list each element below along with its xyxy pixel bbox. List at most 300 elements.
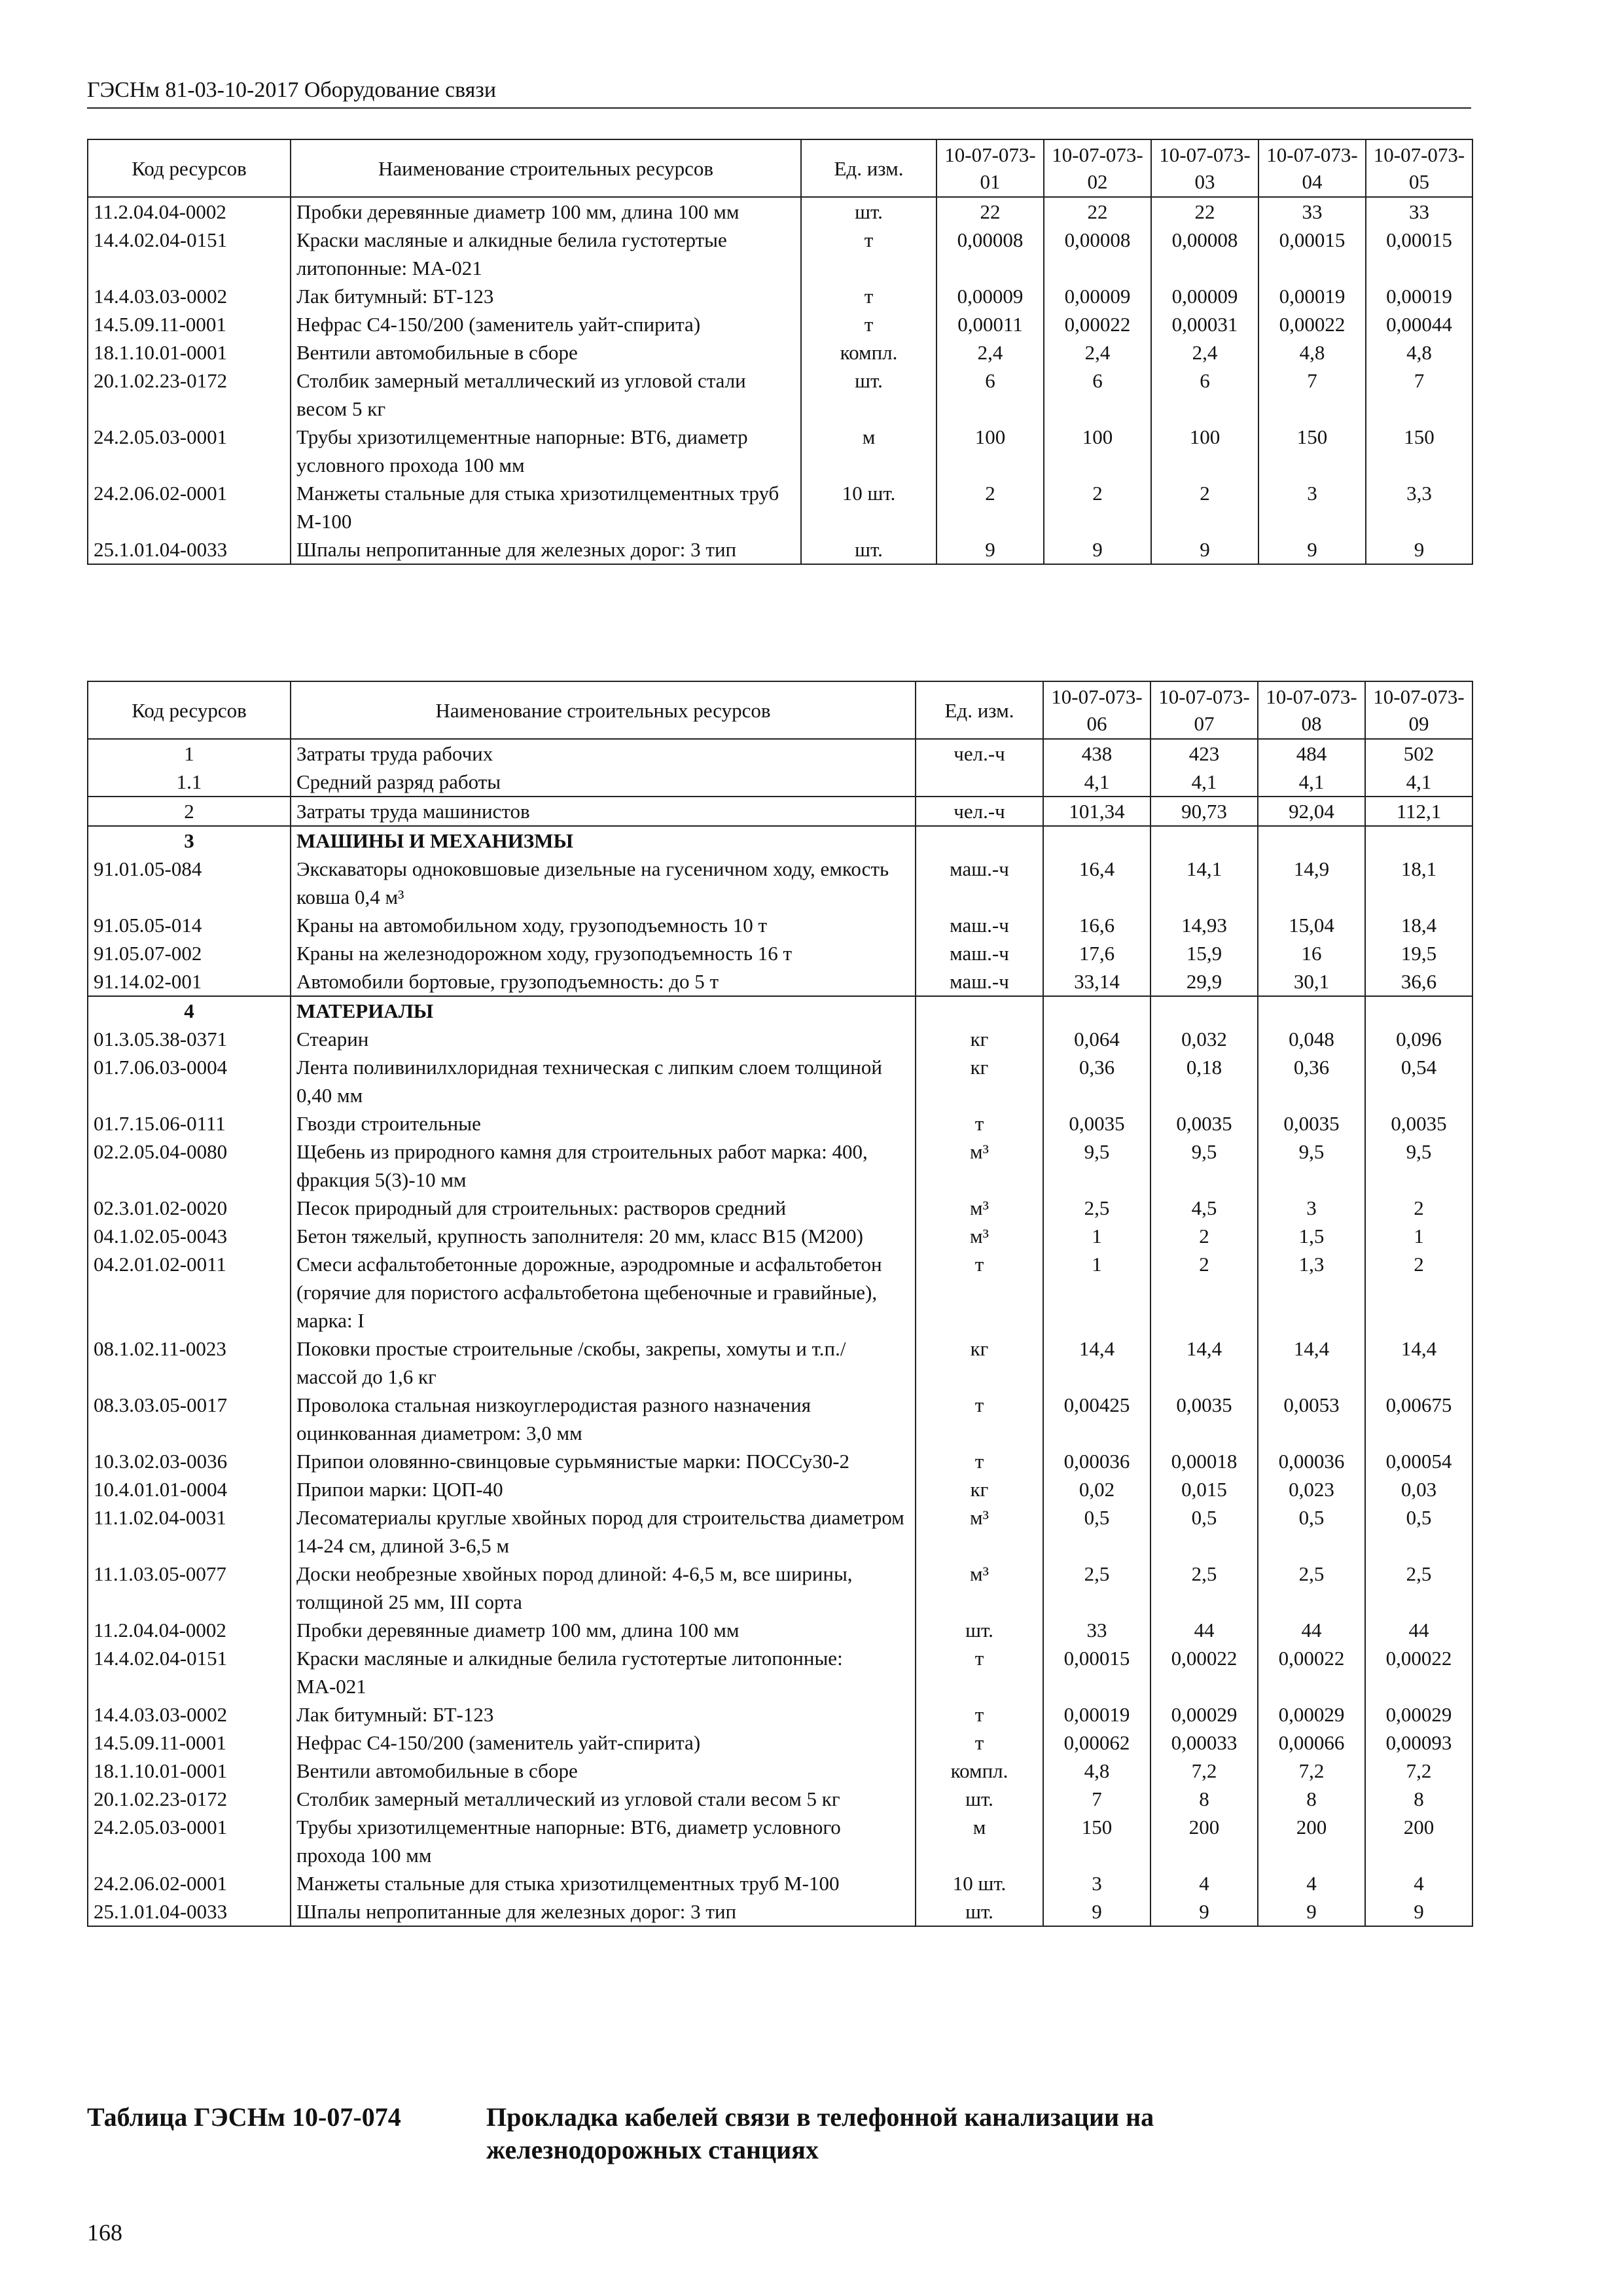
value-cell: 17,6 (1043, 939, 1150, 967)
column-header: Ед. изм. (801, 139, 936, 197)
value-cell: 0,0035 (1258, 1109, 1365, 1138)
resources-table-1 (87, 139, 1473, 565)
caption-title: Прокладка кабелей связи в телефонной канализации на железнодорожных станциях (486, 2102, 1154, 2164)
value-cell: 4,1 (1150, 768, 1258, 797)
table-row (88, 939, 1472, 967)
table-row (88, 282, 1472, 310)
value-cell: 7,2 (1258, 1757, 1365, 1785)
resource-code: 01.3.05.38-0371 (88, 1025, 291, 1053)
value-cell: 8 (1150, 1785, 1258, 1813)
value-cell: 7,2 (1150, 1757, 1258, 1785)
value-cell: 14,1 (1150, 855, 1258, 911)
unit: м (916, 1813, 1043, 1869)
resource-name: Доски необрезные хвойных пород длиной: 4-6,5 м, все ширины, толщиной 25 мм, III сорта (291, 1560, 916, 1616)
value-cell: 7 (1258, 367, 1366, 423)
resource-code: 02.2.05.04-0080 (88, 1138, 291, 1194)
page-header: ГЭСНм 81-03-10-2017 Оборудование связи (87, 77, 1471, 109)
resource-name: МАШИНЫ И МЕХАНИЗМЫ (291, 826, 916, 855)
column-header: 10-07-073-09 (1365, 681, 1472, 739)
table-row (88, 797, 1472, 826)
value-cell: 2,5 (1258, 1560, 1365, 1616)
table-header-row (88, 139, 1472, 197)
value-cell: 0,00029 (1258, 1700, 1365, 1729)
value-cell: 0,00018 (1150, 1447, 1258, 1475)
resource-code: 14.5.09.11-0001 (88, 1729, 291, 1757)
value-cell: 0,03 (1365, 1475, 1472, 1503)
resource-code: 14.4.03.03-0002 (88, 282, 291, 310)
value-cell: 0,023 (1258, 1475, 1365, 1503)
resource-code: 3 (88, 826, 291, 855)
value-cell: 0,00022 (1258, 1644, 1365, 1700)
value-cell: 22 (1044, 197, 1151, 226)
table-row (88, 1447, 1472, 1475)
column-header: 10-07-073-04 (1258, 139, 1366, 197)
unit: т (801, 310, 936, 338)
value-cell: 1,3 (1258, 1250, 1365, 1335)
unit: компл. (916, 1757, 1043, 1785)
value-cell: 1,5 (1258, 1222, 1365, 1250)
value-cell: 3,3 (1366, 479, 1472, 535)
value-cell: 2,5 (1150, 1560, 1258, 1616)
value-cell: 7 (1366, 367, 1472, 423)
unit: м³ (916, 1138, 1043, 1194)
unit: шт. (916, 1897, 1043, 1926)
table-row (88, 1025, 1472, 1053)
value-cell: 0,032 (1150, 1025, 1258, 1053)
value-cell: 0,0053 (1258, 1391, 1365, 1447)
resource-code: 91.05.05-014 (88, 911, 291, 939)
resource-code: 11.2.04.04-0002 (88, 197, 291, 226)
table-header-row (88, 681, 1472, 739)
table-row (88, 1785, 1472, 1813)
column-header: 10-07-073-07 (1150, 681, 1258, 739)
resource-name: Стеарин (291, 1025, 916, 1053)
value-cell (1258, 996, 1365, 1025)
resource-name: Затраты труда рабочих (291, 739, 916, 768)
value-cell: 2 (936, 479, 1044, 535)
unit (916, 996, 1043, 1025)
resource-name: Трубы хризотилцементные напорные: ВТ6, диаметр условного прохода 100 мм (291, 423, 801, 479)
resource-name: Шпалы непропитанные для железных дорог: 3 тип (291, 535, 801, 564)
resource-code: 18.1.10.01-0001 (88, 338, 291, 367)
resource-name: Столбик замерный металлический из угловой стали весом 5 кг (291, 1785, 916, 1813)
table-row (88, 1475, 1472, 1503)
resource-name: Нефрас С4-150/200 (заменитель уайт-спирита) (291, 310, 801, 338)
table-row (88, 1053, 1472, 1109)
value-cell: 0,00022 (1258, 310, 1366, 338)
value-cell (1258, 826, 1365, 855)
value-cell: 16 (1258, 939, 1365, 967)
resource-code: 14.5.09.11-0001 (88, 310, 291, 338)
resource-name: Пробки деревянные диаметр 100 мм, длина 100 мм (291, 1616, 916, 1644)
unit: т (801, 282, 936, 310)
value-cell: 0,0035 (1150, 1109, 1258, 1138)
value-cell: 0,5 (1258, 1503, 1365, 1560)
value-cell: 150 (1258, 423, 1366, 479)
value-cell: 0,048 (1258, 1025, 1365, 1053)
value-cell: 0,064 (1043, 1025, 1150, 1053)
table-row (88, 1560, 1472, 1616)
value-cell: 0,00008 (1044, 226, 1151, 282)
unit: кг (916, 1475, 1043, 1503)
resource-name: Столбик замерный металлический из угловой стали весом 5 кг (291, 367, 801, 423)
value-cell: 2 (1044, 479, 1151, 535)
value-cell (1043, 826, 1150, 855)
value-cell: 29,9 (1150, 967, 1258, 996)
value-cell: 200 (1258, 1813, 1365, 1869)
value-cell (1365, 826, 1472, 855)
unit: кг (916, 1025, 1043, 1053)
table-row (88, 1335, 1472, 1391)
value-cell: 33 (1258, 197, 1366, 226)
table-row (88, 1813, 1472, 1869)
value-cell: 2,4 (936, 338, 1044, 367)
value-cell: 0,00675 (1365, 1391, 1472, 1447)
unit: т (916, 1109, 1043, 1138)
resource-name: Средний разряд работы (291, 768, 916, 797)
value-cell: 150 (1366, 423, 1472, 479)
value-cell: 200 (1365, 1813, 1472, 1869)
value-cell: 4,1 (1258, 768, 1365, 797)
column-header: Наименование строительных ресурсов (291, 681, 916, 739)
value-cell (1150, 826, 1258, 855)
value-cell: 4,8 (1366, 338, 1472, 367)
value-cell: 2 (1150, 1222, 1258, 1250)
value-cell: 0,00009 (1044, 282, 1151, 310)
resource-name: Манжеты стальные для стыка хризотилцементных труб М-100 (291, 1869, 916, 1897)
column-header: 10-07-073-05 (1366, 139, 1472, 197)
table-row (88, 1222, 1472, 1250)
value-cell: 92,04 (1258, 797, 1365, 826)
unit: 10 шт. (916, 1869, 1043, 1897)
table-row (88, 1700, 1472, 1729)
page-number: 168 (87, 2219, 122, 2246)
table-row (88, 739, 1472, 768)
value-cell: 2,5 (1043, 1194, 1150, 1222)
value-cell: 9,5 (1258, 1138, 1365, 1194)
value-cell: 2,5 (1043, 1560, 1150, 1616)
unit: маш.-ч (916, 855, 1043, 911)
value-cell: 8 (1365, 1785, 1472, 1813)
value-cell: 6 (1151, 367, 1258, 423)
value-cell: 3 (1043, 1869, 1150, 1897)
value-cell: 4 (1258, 1869, 1365, 1897)
value-cell: 0,00009 (936, 282, 1044, 310)
unit: кг (916, 1053, 1043, 1109)
column-header: 10-07-073-01 (936, 139, 1044, 197)
value-cell: 14,9 (1258, 855, 1365, 911)
value-cell: 0,00022 (1150, 1644, 1258, 1700)
unit: шт. (801, 367, 936, 423)
value-cell: 0,00066 (1258, 1729, 1365, 1757)
value-cell: 0,00022 (1365, 1644, 1472, 1700)
resource-name: Вентили автомобильные в сборе (291, 338, 801, 367)
resource-code: 91.14.02-001 (88, 967, 291, 996)
value-cell: 9 (1365, 1897, 1472, 1926)
value-cell: 7,2 (1365, 1757, 1472, 1785)
table-row (88, 1729, 1472, 1757)
resource-name: Гвозди строительные (291, 1109, 916, 1138)
value-cell: 0,36 (1258, 1053, 1365, 1109)
value-cell: 9 (1151, 535, 1258, 564)
caption-label: Таблица ГЭСНм 10-07-074 (87, 2102, 401, 2132)
value-cell: 0,096 (1365, 1025, 1472, 1053)
resource-name: Краны на автомобильном ходу, грузоподъемность 10 т (291, 911, 916, 939)
value-cell: 4,1 (1365, 768, 1472, 797)
resource-code: 10.3.02.03-0036 (88, 1447, 291, 1475)
unit: т (916, 1447, 1043, 1475)
unit: чел.-ч (916, 739, 1043, 768)
value-cell: 9 (1258, 535, 1366, 564)
value-cell: 19,5 (1365, 939, 1472, 967)
resource-code: 20.1.02.23-0172 (88, 1785, 291, 1813)
resource-code: 24.2.05.03-0001 (88, 423, 291, 479)
table-row (88, 226, 1472, 282)
value-cell: 0,00022 (1044, 310, 1151, 338)
resource-name: МАТЕРИАЛЫ (291, 996, 916, 1025)
table-row (88, 1391, 1472, 1447)
resource-code: 11.2.04.04-0002 (88, 1616, 291, 1644)
resource-name: Краски масляные и алкидные белила густотертые литопонные: МА-021 (291, 1644, 916, 1700)
value-cell: 22 (1151, 197, 1258, 226)
value-cell: 0,00008 (936, 226, 1044, 282)
value-cell: 200 (1150, 1813, 1258, 1869)
resource-code: 91.01.05-084 (88, 855, 291, 911)
unit: 10 шт. (801, 479, 936, 535)
table-row (88, 535, 1472, 564)
value-cell: 8 (1258, 1785, 1365, 1813)
value-cell: 0,00425 (1043, 1391, 1150, 1447)
value-cell: 3 (1258, 479, 1366, 535)
resource-name: Песок природный для строительных: растворов средний (291, 1194, 916, 1222)
value-cell: 0,36 (1043, 1053, 1150, 1109)
unit: м³ (916, 1222, 1043, 1250)
value-cell: 90,73 (1150, 797, 1258, 826)
value-cell: 100 (936, 423, 1044, 479)
resource-name: Пробки деревянные диаметр 100 мм, длина 100 мм (291, 197, 801, 226)
resource-code: 10.4.01.01-0004 (88, 1475, 291, 1503)
value-cell: 0,18 (1150, 1053, 1258, 1109)
resource-code: 08.3.03.05-0017 (88, 1391, 291, 1447)
value-cell: 0,00008 (1151, 226, 1258, 282)
value-cell: 0,00029 (1365, 1700, 1472, 1729)
value-cell: 0,00011 (936, 310, 1044, 338)
value-cell: 16,6 (1043, 911, 1150, 939)
resource-name: Лак битумный: БТ-123 (291, 1700, 916, 1729)
value-cell: 1 (1365, 1222, 1472, 1250)
resource-name: Манжеты стальные для стыка хризотилцементных труб М-100 (291, 479, 801, 535)
resource-code: 04.1.02.05-0043 (88, 1222, 291, 1250)
value-cell: 14,4 (1043, 1335, 1150, 1391)
value-cell: 0,00044 (1366, 310, 1472, 338)
value-cell: 22 (936, 197, 1044, 226)
resource-code: 18.1.10.01-0001 (88, 1757, 291, 1785)
table-row (88, 911, 1472, 939)
value-cell: 423 (1150, 739, 1258, 768)
value-cell: 4,8 (1043, 1757, 1150, 1785)
value-cell: 0,00009 (1151, 282, 1258, 310)
table-row (88, 1194, 1472, 1222)
resource-name: Припои оловянно-свинцовые сурьмянистые марки: ПОССу30-2 (291, 1447, 916, 1475)
value-cell (1150, 996, 1258, 1025)
resource-code: 2 (88, 797, 291, 826)
table-row (88, 768, 1472, 797)
table-row (88, 423, 1472, 479)
value-cell: 9,5 (1365, 1138, 1472, 1194)
resource-name: Краски масляные и алкидные белила густотертые литопонные: МА-021 (291, 226, 801, 282)
value-cell: 2 (1365, 1250, 1472, 1335)
value-cell (1365, 996, 1472, 1025)
resource-name: Экскаваторы одноковшовые дизельные на гусеничном ходу, емкость ковша 0,4 м³ (291, 855, 916, 911)
resource-name: Вентили автомобильные в сборе (291, 1757, 916, 1785)
resource-code: 91.05.07-002 (88, 939, 291, 967)
value-cell: 9 (1258, 1897, 1365, 1926)
resource-name: Поковки простые строительные /скобы, закрепы, хомуты и т.п./ массой до 1,6 кг (291, 1335, 916, 1391)
value-cell: 0,00093 (1365, 1729, 1472, 1757)
resource-name: Краны на железнодорожном ходу, грузоподъемность 16 т (291, 939, 916, 967)
resource-code: 11.1.02.04-0031 (88, 1503, 291, 1560)
resource-name: Затраты труда машинистов (291, 797, 916, 826)
value-cell: 18,4 (1365, 911, 1472, 939)
value-cell: 0,5 (1365, 1503, 1472, 1560)
value-cell: 4,1 (1043, 768, 1150, 797)
column-header: Код ресурсов (88, 681, 291, 739)
value-cell: 9,5 (1043, 1138, 1150, 1194)
value-cell: 0,00019 (1366, 282, 1472, 310)
table-row (88, 1616, 1472, 1644)
resource-code: 01.7.15.06-0111 (88, 1109, 291, 1138)
unit: компл. (801, 338, 936, 367)
value-cell (1043, 996, 1150, 1025)
resource-code: 14.4.03.03-0002 (88, 1700, 291, 1729)
value-cell: 14,93 (1150, 911, 1258, 939)
value-cell: 33,14 (1043, 967, 1150, 996)
table-row (88, 996, 1472, 1025)
table-row (88, 1250, 1472, 1335)
value-cell: 9,5 (1150, 1138, 1258, 1194)
value-cell: 14,4 (1150, 1335, 1258, 1391)
value-cell: 36,6 (1365, 967, 1472, 996)
value-cell: 2 (1150, 1250, 1258, 1335)
value-cell: 3 (1258, 1194, 1365, 1222)
table-row (88, 338, 1472, 367)
resource-code: 02.3.01.02-0020 (88, 1194, 291, 1222)
resource-name: Автомобили бортовые, грузоподъемность: до 5 т (291, 967, 916, 996)
value-cell: 33 (1366, 197, 1472, 226)
value-cell: 0,0035 (1150, 1391, 1258, 1447)
resource-name: Щебень из природного камня для строительных работ марка: 400, фракция 5(3)-10 мм (291, 1138, 916, 1194)
unit: чел.-ч (916, 797, 1043, 826)
value-cell: 4,5 (1150, 1194, 1258, 1222)
unit: маш.-ч (916, 967, 1043, 996)
value-cell: 502 (1365, 739, 1472, 768)
resource-code: 04.2.01.02-0011 (88, 1250, 291, 1335)
value-cell: 4,8 (1258, 338, 1366, 367)
unit: шт. (916, 1785, 1043, 1813)
value-cell: 0,00015 (1258, 226, 1366, 282)
resource-name: Смеси асфальтобетонные дорожные, аэродромные и асфальтобетон (горячие для пористого асфальтобетона щебеночные и гравийные), марка: I (291, 1250, 916, 1335)
unit: т (916, 1700, 1043, 1729)
unit: шт. (801, 197, 936, 226)
value-cell: 4 (1365, 1869, 1472, 1897)
table-row (88, 826, 1472, 855)
value-cell: 30,1 (1258, 967, 1365, 996)
resource-code: 25.1.01.04-0033 (88, 535, 291, 564)
value-cell: 100 (1151, 423, 1258, 479)
value-cell: 0,02 (1043, 1475, 1150, 1503)
unit: шт. (801, 535, 936, 564)
column-header: 10-07-073-03 (1151, 139, 1258, 197)
resource-code: 1.1 (88, 768, 291, 797)
value-cell: 1 (1043, 1222, 1150, 1250)
value-cell: 44 (1258, 1616, 1365, 1644)
value-cell: 14,4 (1258, 1335, 1365, 1391)
value-cell: 2 (1365, 1194, 1472, 1222)
value-cell: 6 (936, 367, 1044, 423)
value-cell: 9 (936, 535, 1044, 564)
unit: маш.-ч (916, 911, 1043, 939)
column-header: Ед. изм. (916, 681, 1043, 739)
resources-table-2 (87, 681, 1473, 1927)
resource-name: Припои марки: ЦОП-40 (291, 1475, 916, 1503)
resource-name: Лесоматериалы круглые хвойных пород для строительства диаметром 14-24 см, длиной 3-6,5 м (291, 1503, 916, 1560)
resource-code: 24.2.06.02-0001 (88, 479, 291, 535)
table-row (88, 1503, 1472, 1560)
value-cell: 2,4 (1151, 338, 1258, 367)
value-cell: 0,00015 (1366, 226, 1472, 282)
value-cell: 0,00036 (1258, 1447, 1365, 1475)
table-row (88, 1897, 1472, 1926)
value-cell: 101,34 (1043, 797, 1150, 826)
unit: м (801, 423, 936, 479)
unit (916, 826, 1043, 855)
value-cell: 18,1 (1365, 855, 1472, 911)
value-cell: 44 (1150, 1616, 1258, 1644)
value-cell: 0,0035 (1043, 1109, 1150, 1138)
value-cell: 0,00054 (1365, 1447, 1472, 1475)
value-cell: 0,54 (1365, 1053, 1472, 1109)
resource-code: 14.4.02.04-0151 (88, 226, 291, 282)
resource-name: Трубы хризотилцементные напорные: ВТ6, диаметр условного прохода 100 мм (291, 1813, 916, 1869)
unit: маш.-ч (916, 939, 1043, 967)
value-cell: 9 (1150, 1897, 1258, 1926)
value-cell: 15,04 (1258, 911, 1365, 939)
unit: т (916, 1644, 1043, 1700)
value-cell: 150 (1043, 1813, 1150, 1869)
resource-code: 20.1.02.23-0172 (88, 367, 291, 423)
unit: м³ (916, 1503, 1043, 1560)
value-cell: 0,00019 (1258, 282, 1366, 310)
value-cell: 0,00033 (1150, 1729, 1258, 1757)
resource-code: 24.2.06.02-0001 (88, 1869, 291, 1897)
column-header: Код ресурсов (88, 139, 291, 197)
value-cell: 2,5 (1365, 1560, 1472, 1616)
value-cell: 0,00019 (1043, 1700, 1150, 1729)
value-cell: 16,4 (1043, 855, 1150, 911)
value-cell: 0,00036 (1043, 1447, 1150, 1475)
unit (916, 768, 1043, 797)
value-cell: 438 (1043, 739, 1150, 768)
value-cell: 0,0035 (1365, 1109, 1472, 1138)
column-header: Наименование строительных ресурсов (291, 139, 801, 197)
value-cell: 0,5 (1043, 1503, 1150, 1560)
resource-code: 4 (88, 996, 291, 1025)
resource-name: Шпалы непропитанные для железных дорог: 3 тип (291, 1897, 916, 1926)
table-row (88, 479, 1472, 535)
resource-code: 25.1.01.04-0033 (88, 1897, 291, 1926)
resource-code: 11.1.03.05-0077 (88, 1560, 291, 1616)
resource-code: 1 (88, 739, 291, 768)
